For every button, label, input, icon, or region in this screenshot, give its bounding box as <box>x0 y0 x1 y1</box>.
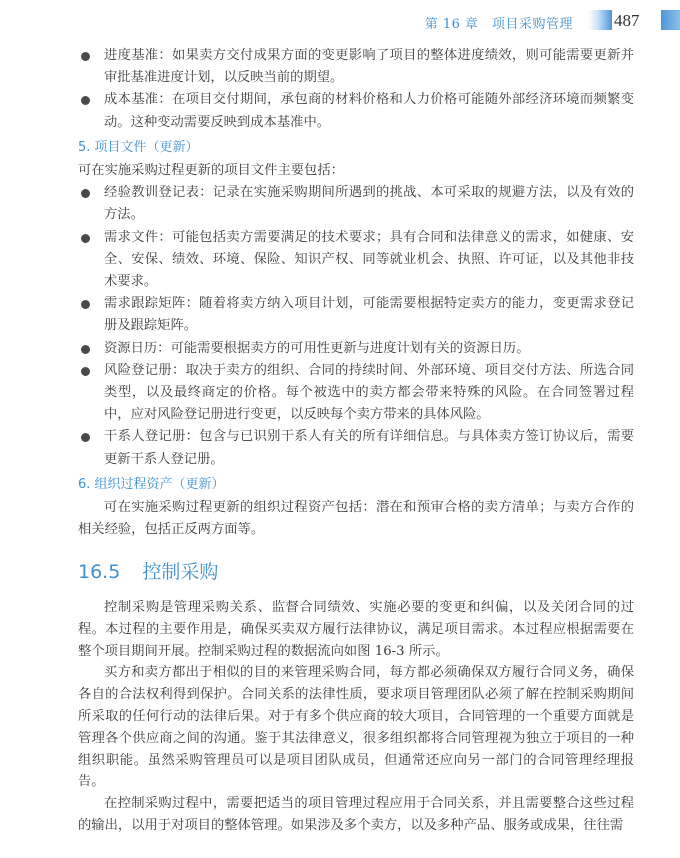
page-number: 487 <box>614 11 640 30</box>
list-item-text: 干系人登记册：包含与已识别干系人有关的所有详细信息。与具体卖方签订协议后，需要更新干系人登记册。 <box>104 429 634 467</box>
section-number: 16.5 <box>78 561 121 583</box>
bullet-icon <box>81 234 90 243</box>
list-item-text: 风险登记册：取决于卖方的组织、合同的持续时间、外部环境、项目交付方法、所选合同类型，以及最终商定的价格。每个被选中的卖方都会带来特殊的风险。在合同签署过程中，应对风险登记册进行变更，以反映每个卖方带来的具体风险。 <box>104 362 634 423</box>
paragraph: 可在实施采购过程更新的项目文件主要包括： <box>78 163 344 179</box>
list-item <box>78 293 634 337</box>
bullet-icon <box>81 96 90 105</box>
paragraph: 控制采购是管理采购关系、监督合同绩效、实施必要的变更和纠偏，以及关闭合同的过程。本过程的主要作用是，确保买卖双方履行法律协议，满足项目需求。本过程应根据需要在整个项目期间开展。控制采购过程的数据流向如图 16-3 所示。 <box>78 600 634 659</box>
subsection-heading: 5. 项目文件（更新） <box>78 139 199 155</box>
list-item-text: 需求文件：可能包括卖方需要满足的技术要求；具有合同和法律意义的需求，如健康、安全、安保、绩效、环境、保险、知识产权、同等就业机会、执照、许可证，以及其他非技术要求。 <box>104 229 634 290</box>
bullet-icon <box>81 367 90 376</box>
bullet-icon <box>81 52 90 61</box>
page-header <box>0 0 680 40</box>
subsection-heading: 6. 组织过程资产（更新） <box>78 476 225 492</box>
chapter-title: 第 16 章 项目采购管理 <box>424 17 573 32</box>
paragraph: 买方和卖方都出于相似的目的来管理采购合同，每方都必须确保双方履行合同义务，确保各自的合法权利得到保护。合同关系的法律性质，要求项目管理团队必须了解在控制采购期间所采取的任何行动的法律后果。对于有多个供应商的较大项目，合同管理的一个重要方面就是管理各个供应商之间的沟通。鉴于其法律意义，很多组织都将合同管理视为独立于项目的一种组织职能。虽然采购管理员可以是项目团队成员，但通常还应向另一部门的合同管理经理报告。 <box>78 665 634 790</box>
section-body <box>78 597 634 837</box>
page-body <box>78 45 634 541</box>
paragraph: 在控制采购过程中，需要把适当的项目管理过程应用于合同关系，并且需要整合这些过程的输出，以用于对项目的整体管理。如果涉及多个卖方，以及多种产品、服务或成果，往往需 <box>78 796 634 833</box>
list-item-text: 资源日历：可能需要根据卖方的可用性更新与进度计划有关的资源日历。 <box>104 340 530 356</box>
section-title: 控制采购 <box>142 561 219 583</box>
list-item-text: 成本基准：在项目交付期间，承包商的材料价格和人力价格可能随外部经济环境而频繁变动。这种变动需要反映到成本基准中。 <box>104 92 634 130</box>
list-item <box>78 360 634 427</box>
list-item <box>78 182 634 226</box>
section-heading <box>78 557 218 584</box>
page-tab-decoration <box>661 10 680 30</box>
list-item-text: 需求跟踪矩阵：随着将卖方纳入项目计划，可能需要根据特定卖方的能力，变更需求登记册及跟踪矩阵。 <box>104 296 634 334</box>
page-tab-decoration <box>588 10 612 30</box>
list-item <box>78 426 634 470</box>
bullet-icon <box>81 433 90 442</box>
list-item <box>78 227 634 294</box>
bullet-icon <box>81 189 90 198</box>
list-item-text: 经验教训登记表：记录在实施采购期间所遇到的挑战、本可采取的规避方法，以及有效的方法。 <box>104 185 634 223</box>
paragraph: 可在实施采购过程更新的组织过程资产包括：潜在和预审合格的卖方清单；与卖方合作的相关经验，包括正反两方面等。 <box>78 500 634 538</box>
list-item-text: 进度基准：如果卖方交付成果方面的变更影响了项目的整体进度绩效，则可能需要更新并审批基准进度计划，以反映当前的期望。 <box>104 48 634 86</box>
list-item <box>78 338 634 360</box>
bullet-icon <box>81 345 90 354</box>
bullet-icon <box>81 300 90 309</box>
list-item <box>78 89 634 133</box>
list-item <box>78 45 634 89</box>
